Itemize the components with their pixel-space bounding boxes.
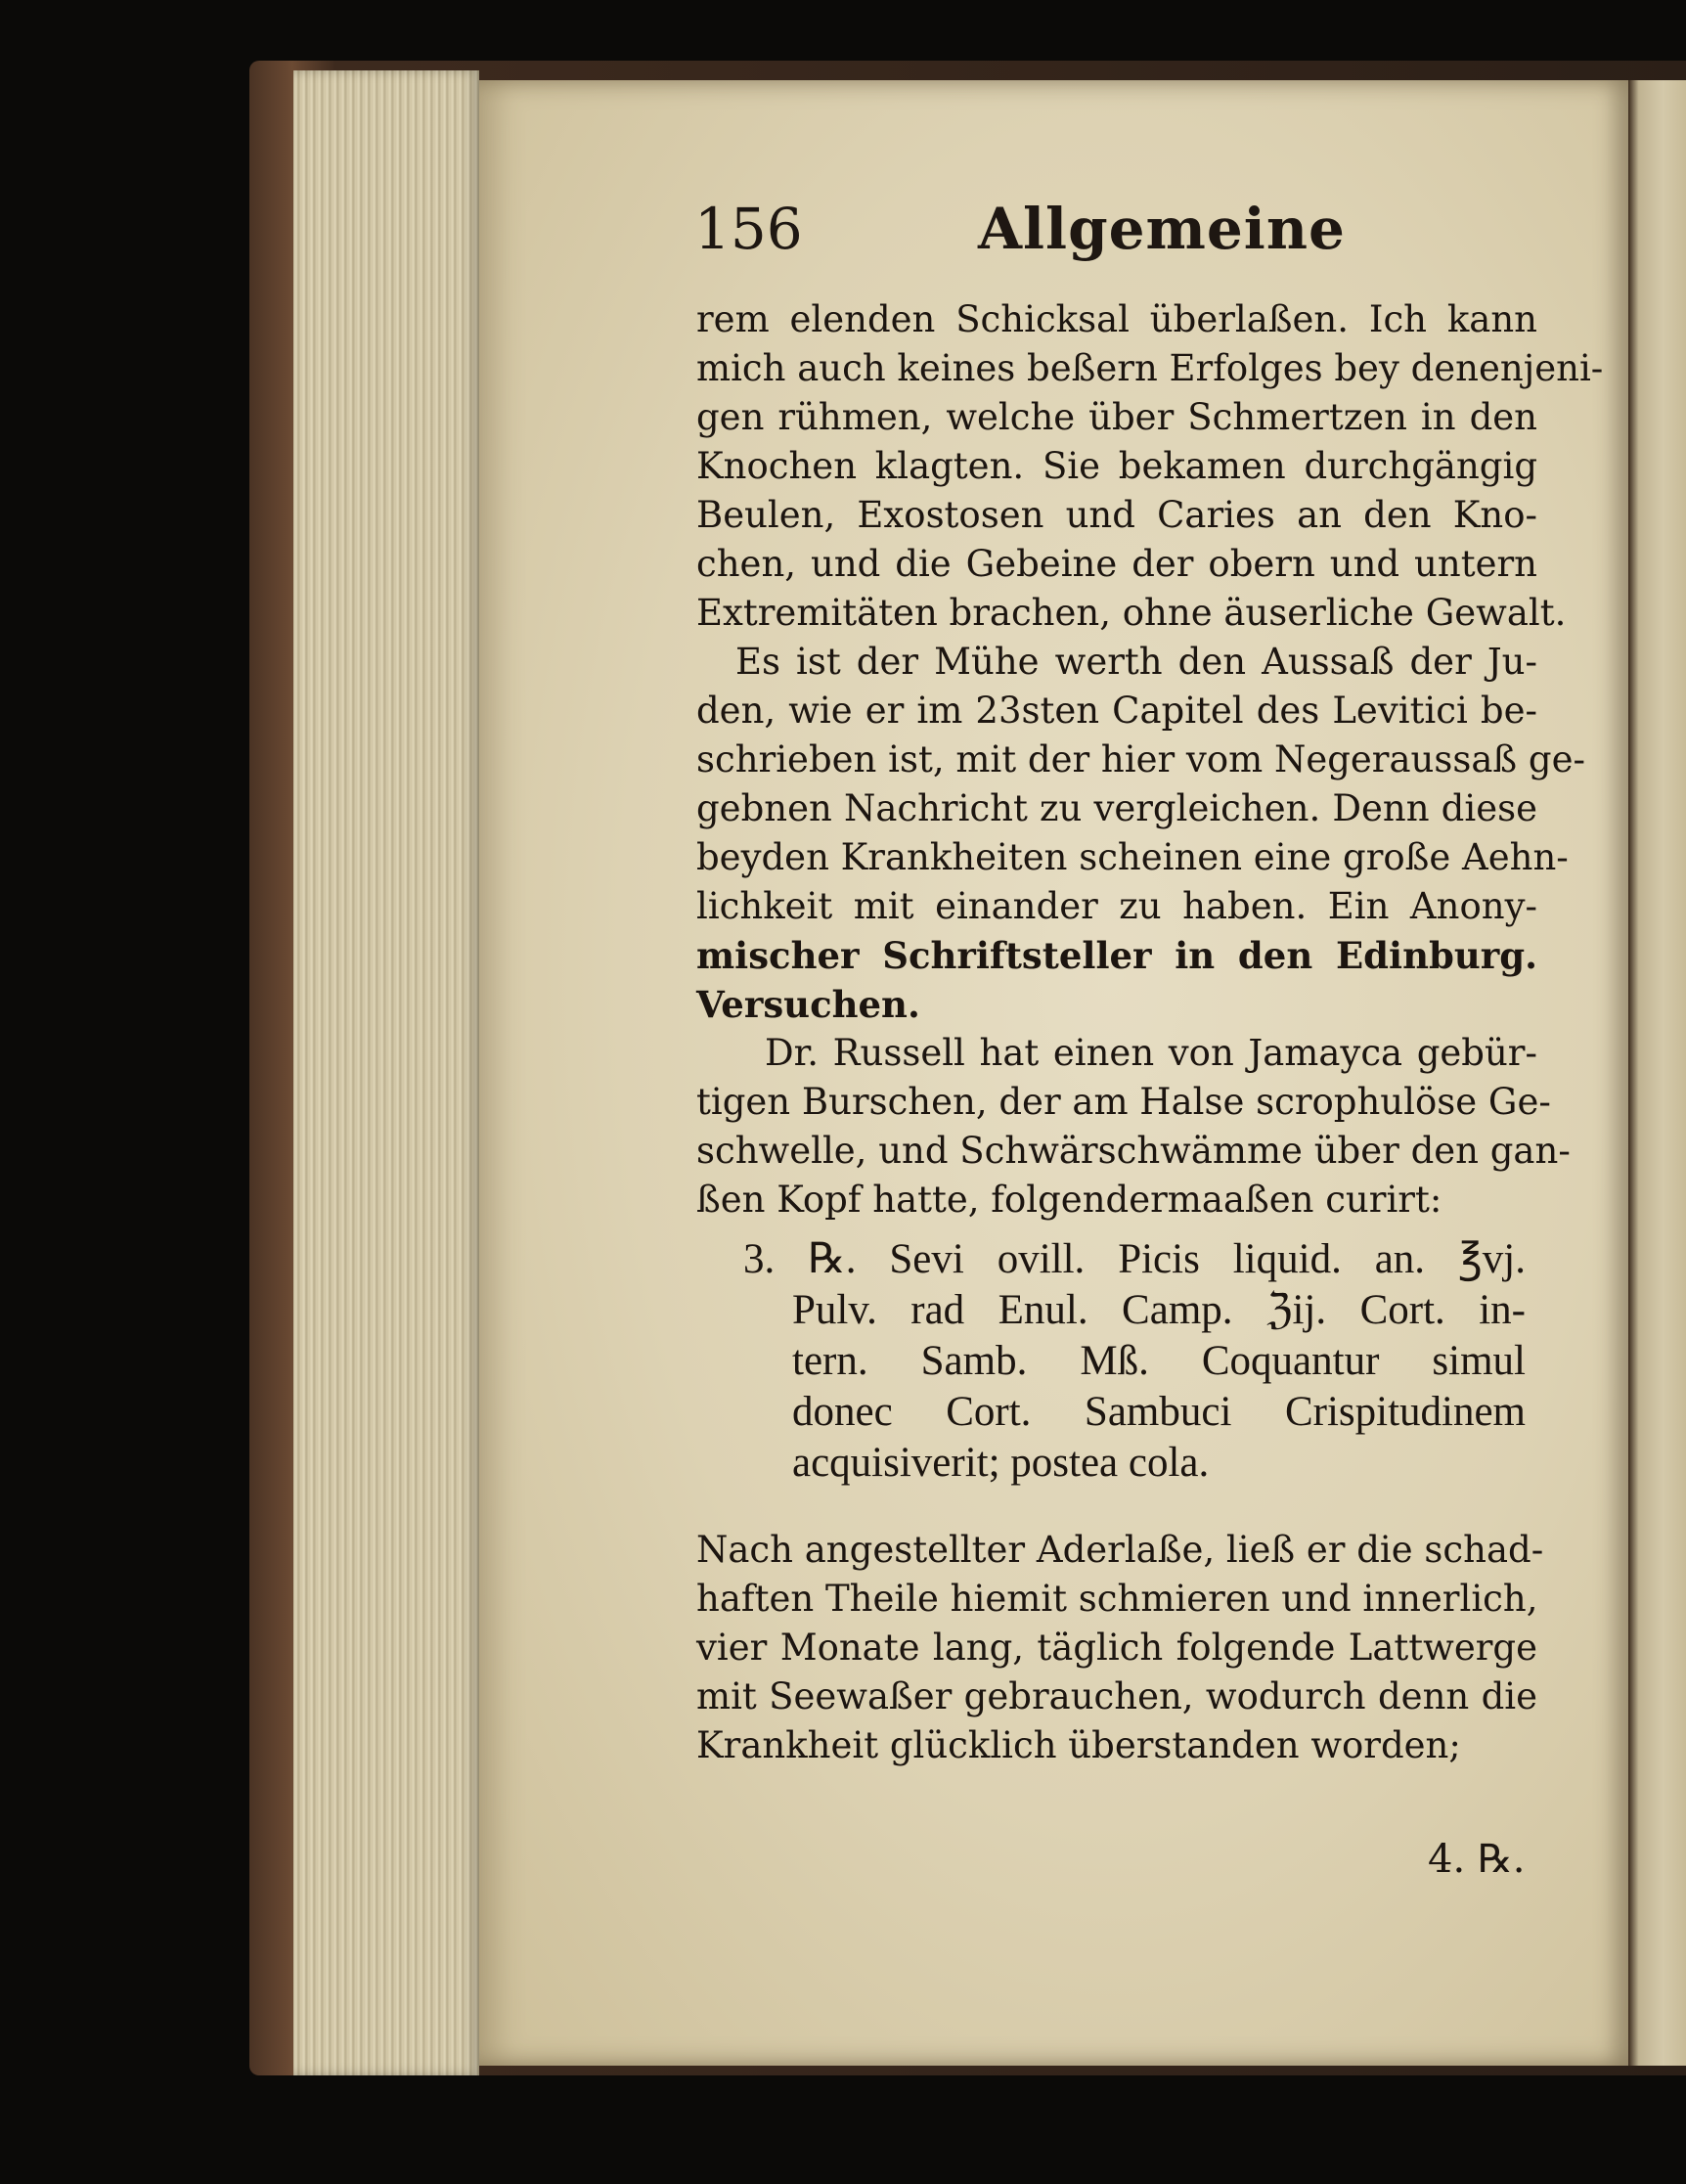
recipe-block bbox=[743, 1234, 1526, 1489]
text-line: Versuchen. bbox=[696, 983, 920, 1026]
recipe-line: donec Cort. Sambuci Crispitudinem bbox=[792, 1389, 1526, 1435]
text-line: Nach angestellter Aderlaße, ließ er die schad- bbox=[696, 1529, 1544, 1571]
running-title: Allgemeine bbox=[978, 196, 1346, 262]
text-line: ßen Kopf hatte, folgendermaaßen curirt: bbox=[696, 1179, 1442, 1221]
text-line: Knochen klagten. Sie bekamen durchgängig bbox=[696, 445, 1537, 487]
text-line: mit Seewaßer gebrauchen, wodurch denn die bbox=[696, 1675, 1537, 1717]
recipe-line: tern. Samb. Mß. Coquantur simul bbox=[792, 1338, 1526, 1384]
text-line: schwelle, und Schwärschwämme über den gan- bbox=[696, 1130, 1571, 1172]
text-line: lichkeit mit einander zu haben. Ein Anony- bbox=[696, 885, 1537, 927]
text-line: gen rühmen, welche über Schmertzen in den bbox=[696, 396, 1537, 438]
page-header bbox=[694, 196, 1477, 274]
text-line: den, wie er im 23sten Capitel des Levitici be- bbox=[696, 690, 1537, 732]
catchword: 4. ℞. bbox=[1428, 1837, 1526, 1882]
text-line: gebnen Nachricht zu vergleichen. Denn diese bbox=[696, 787, 1537, 829]
body-text-2 bbox=[696, 1526, 1544, 1770]
page-edges bbox=[293, 70, 479, 2075]
body-text bbox=[696, 295, 1604, 1225]
recipe-line: Pulv. rad Enul. Camp. ℨij. Cort. in- bbox=[792, 1287, 1526, 1333]
facing-page-edge bbox=[1628, 80, 1686, 2066]
text-line: Extremitäten brachen, ohne äuserliche Gewalt. bbox=[696, 592, 1567, 634]
text-line: mich auch keines beßern Erfolges bey denenjeni- bbox=[696, 347, 1604, 389]
text-line: chen, und die Gebeine der obern und untern bbox=[696, 543, 1537, 585]
text-line: mischer Schriftsteller in den Edinburg. bbox=[696, 934, 1537, 977]
page-number: 156 bbox=[694, 196, 803, 262]
text-line: rem elenden Schicksal überlaßen. Ich kann bbox=[696, 298, 1537, 340]
text-line: Beulen, Exostosen und Caries an den Kno- bbox=[696, 494, 1537, 536]
text-line: Dr. Russell hat einen von Jamayca gebür- bbox=[765, 1032, 1537, 1074]
text-line: Krankheit glücklich überstanden worden; bbox=[696, 1724, 1461, 1766]
text-line: haften Theile hiemit schmieren und innerlich, bbox=[696, 1578, 1538, 1620]
text-line: vier Monate lang, täglich folgende Lattwerge bbox=[696, 1627, 1537, 1669]
text-line: Es ist der Mühe werth den Aussaß der Ju- bbox=[735, 641, 1537, 683]
recipe-line: acquisiverit; postea cola. bbox=[792, 1440, 1210, 1486]
text-line: beyden Krankheiten scheinen eine große Aehn- bbox=[696, 836, 1569, 878]
text-line: schrieben ist, mit der hier vom Negeraussaß ge- bbox=[696, 738, 1585, 780]
text-line: tigen Burschen, der am Halse scrophulöse Ge- bbox=[696, 1081, 1551, 1123]
recipe-line: 3. ℞. Sevi ovill. Picis liquid. an. ℥vj. bbox=[743, 1236, 1526, 1282]
